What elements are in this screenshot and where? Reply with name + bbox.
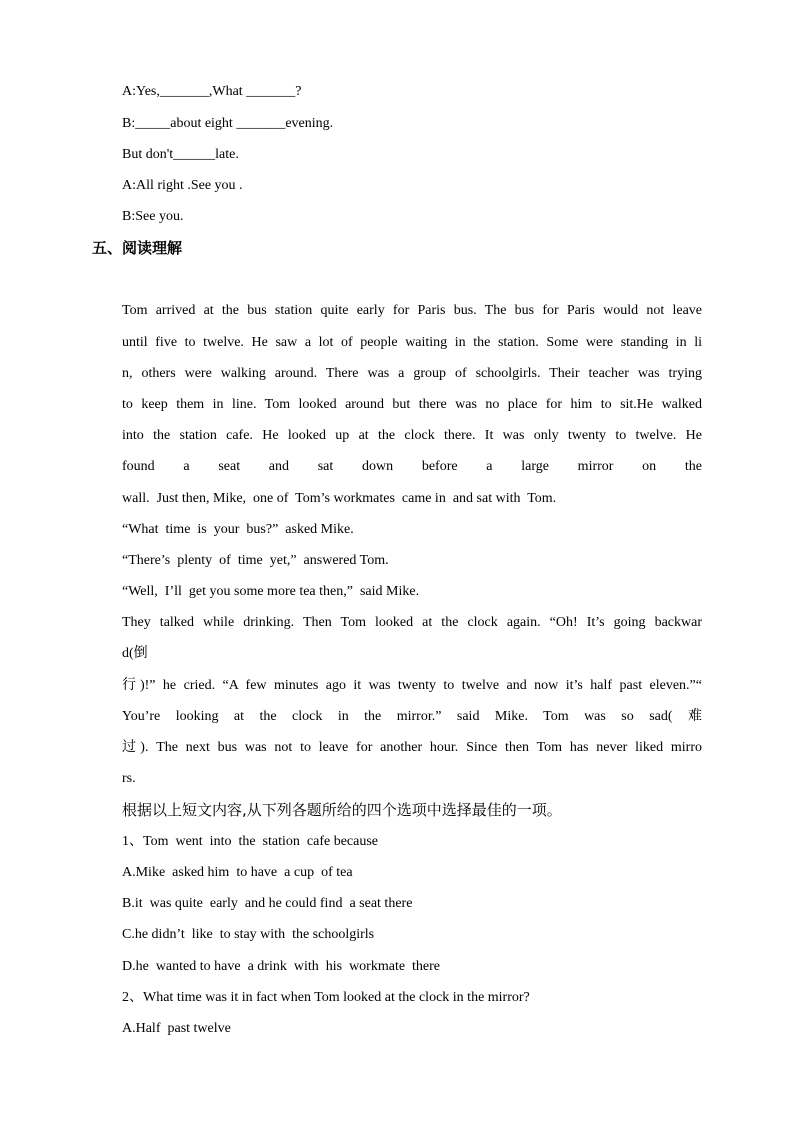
question-stem: 1、Tom went into the station cafe because [122, 834, 378, 849]
answer-option: D.he wanted to have a drink with his workmate there [122, 959, 441, 974]
passage-line: d(倒 [122, 646, 148, 661]
passage-line: “There’s plenty of time yet,” answered Tom. [122, 553, 389, 568]
dialogue-line: B:_____about eight _______evening. [122, 116, 334, 131]
answer-option: C.he didn’t like to stay with the schoolgirls [122, 927, 375, 942]
passage-line: wall. Just then, Mike, one of Tom’s workmates came in and sat with Tom. [122, 491, 557, 506]
passage-line: rs. [122, 771, 136, 786]
passage-line: “Well, I’ll get you some more tea then,” said Mike. [122, 584, 420, 599]
passage-line: You’re looking at the clock in the mirror.” said Mike. Tom was so sad( 难 [122, 709, 702, 724]
answer-option: A.Half past twelve [122, 1021, 231, 1036]
question-instruction: 根据以上短文内容,从下列各题所给的四个选项中选择最佳的一项。 [122, 801, 562, 819]
answer-option: A.Mike asked him to have a cup of tea [122, 865, 353, 880]
passage-line: until five to twelve. He saw a lot of people waiting in the station. Some were standing in li [122, 335, 702, 350]
answer-option: B.it was quite early and he could find a seat there [122, 896, 413, 911]
dialogue-line: A:All right .See you . [122, 178, 243, 193]
passage-line: 过). The next bus was not to leave for another hour. Since then Tom has never liked mirro [122, 740, 702, 755]
dialogue-line: B:See you. [122, 209, 184, 224]
dialogue-line: But don't______late. [122, 147, 239, 162]
question-stem: 2、What time was it in fact when Tom looked at the clock in the mirror? [122, 990, 530, 1005]
passage-line: into the station cafe. He looked up at the clock there. It was only twenty to twelve. He [122, 428, 702, 443]
passage-line: 行)!” he cried. “A few minutes ago it was twenty to twelve and now it’s half past eleven.”“ [122, 678, 702, 693]
passage-line: They talked while drinking. Then Tom looked at the clock again. “Oh! It’s going backwar [122, 615, 702, 630]
passage-line: n, others were walking around. There was a group of schoolgirls. Their teacher was trying [122, 366, 702, 381]
section-title: 五、阅读理解 [92, 239, 183, 257]
dialogue-line: A:Yes,_______,What _______? [122, 84, 302, 99]
passage-line: to keep them in line. Tom looked around but there was no place for him to sit.He walked [122, 397, 702, 412]
passage-line: Tom arrived at the bus station quite early for Paris bus. The bus for Paris would not leave [122, 303, 702, 318]
passage-line: “What time is your bus?” asked Mike. [122, 522, 354, 537]
passage-line: found a seat and sat down before a large mirror on the [122, 459, 702, 474]
